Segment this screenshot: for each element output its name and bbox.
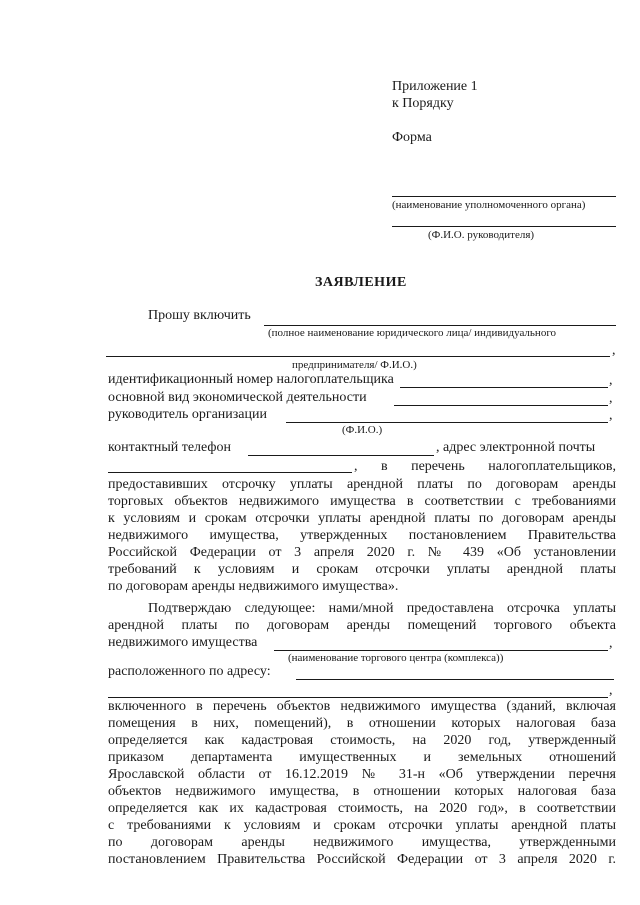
- authority-name-line: [392, 196, 616, 197]
- body1-line-7: требований к условиям и срокам отсрочки уплаты арендной платы: [108, 562, 616, 577]
- head-caption: (Ф.И.О. руководителя): [428, 229, 535, 241]
- body3-line-5: Ярославской области от 16.12.2019 № 31-н «Об утверждении перечня: [108, 767, 616, 782]
- body1-line-2: предоставивших отсрочку уплаты арендной платы по договорам аренды: [108, 477, 616, 492]
- manager-label: руководитель организации: [108, 407, 267, 422]
- mall-comma: ,: [609, 636, 613, 651]
- body2-line-3: недвижимого имущества: [108, 635, 258, 650]
- address-comma: ,: [609, 683, 613, 698]
- address-label: расположенного по адресу:: [108, 664, 271, 679]
- applicant-caption-1: (полное наименование юридического лица/ индивидуального: [268, 327, 557, 339]
- email-label: , адрес электронной почты: [436, 440, 596, 455]
- body3-line-4: приказом департамента имущественных и земельных отношений: [108, 750, 616, 765]
- manager-caption: (Ф.И.О.): [342, 424, 383, 436]
- body1-line-1: , в перечень налогоплательщиков,: [354, 459, 616, 474]
- applicant-name-line: [264, 325, 616, 326]
- manager-comma: ,: [609, 408, 613, 423]
- applicant-name-line-2: [106, 356, 610, 357]
- inn-field: [400, 387, 608, 388]
- head-name-line: [392, 226, 616, 227]
- body1-line-3: торговых объектов недвижимого имущества в соответствии с требованиями: [108, 494, 616, 509]
- appendix-label: Приложение 1: [392, 79, 478, 94]
- body1-line-5: недвижимого имущества, утвержденных постановлением Правительства: [108, 528, 616, 543]
- body3-line-2: помещения в них, помещений), в отношении которых налоговая база: [108, 716, 616, 731]
- manager-field: [286, 422, 608, 423]
- activity-comma: ,: [609, 391, 613, 406]
- body1-line-6: Российской Федерации от 3 апреля 2020 г. № 439 «Об установлении: [108, 545, 616, 560]
- body1-line-8: по договорам аренды недвижимого имущества».: [108, 579, 399, 594]
- address-line-1: [296, 679, 614, 680]
- applicant-caption-2: предпринимателя/ Ф.И.О.): [292, 359, 417, 371]
- phone-field: [248, 455, 434, 456]
- body3-line-10: постановлением Правительства Российской Федерации от 3 апреля 2020 г.: [108, 852, 616, 867]
- body3-line-9: по договорам аренды недвижимого имущества, утвержденными: [108, 835, 616, 850]
- authority-caption: (наименование уполномоченного органа): [392, 199, 586, 211]
- mall-caption: (наименование торгового центра (комплекса)): [288, 652, 504, 664]
- body3-line-6: объектов недвижимого имущества, в отношении которых налоговая база: [108, 784, 616, 799]
- inn-label: идентификационный номер налогоплательщика: [108, 372, 394, 387]
- email-field: [108, 472, 352, 473]
- comma-1: ,: [612, 343, 616, 358]
- body3-line-1: включенного в перечень объектов недвижимого имущества (зданий, включая: [108, 699, 616, 714]
- body3-line-3: определяется как кадастровая стоимость, на 2020 год, утвержденный: [108, 733, 616, 748]
- activity-field: [394, 405, 608, 406]
- form-label: Форма: [392, 130, 432, 145]
- address-line-2: [108, 697, 608, 698]
- activity-label: основной вид экономической деятельности: [108, 390, 367, 405]
- mall-name-line: [274, 650, 608, 651]
- request-prompt: Прошу включить: [148, 308, 251, 323]
- body3-line-8: с требованиями к условиям и срокам отсрочки уплаты арендной платы: [108, 818, 616, 833]
- inn-comma: ,: [609, 373, 613, 388]
- body2-line-2: арендной платы по договорам аренды помещений торгового объекта: [108, 618, 616, 633]
- order-label: к Порядку: [392, 96, 454, 111]
- body1-line-4: к условиям и срокам отсрочки уплаты арендной платы по договорам аренды: [108, 511, 616, 526]
- body3-line-7: определяется как их кадастровая стоимость, на 2020 год», в соответствии: [108, 801, 616, 816]
- phone-label: контактный телефон: [108, 440, 231, 455]
- document-title: ЗАЯВЛЕНИЕ: [315, 275, 407, 290]
- body2-line-1: Подтверждаю следующее: нами/мной предоставлена отсрочка уплаты: [148, 601, 616, 616]
